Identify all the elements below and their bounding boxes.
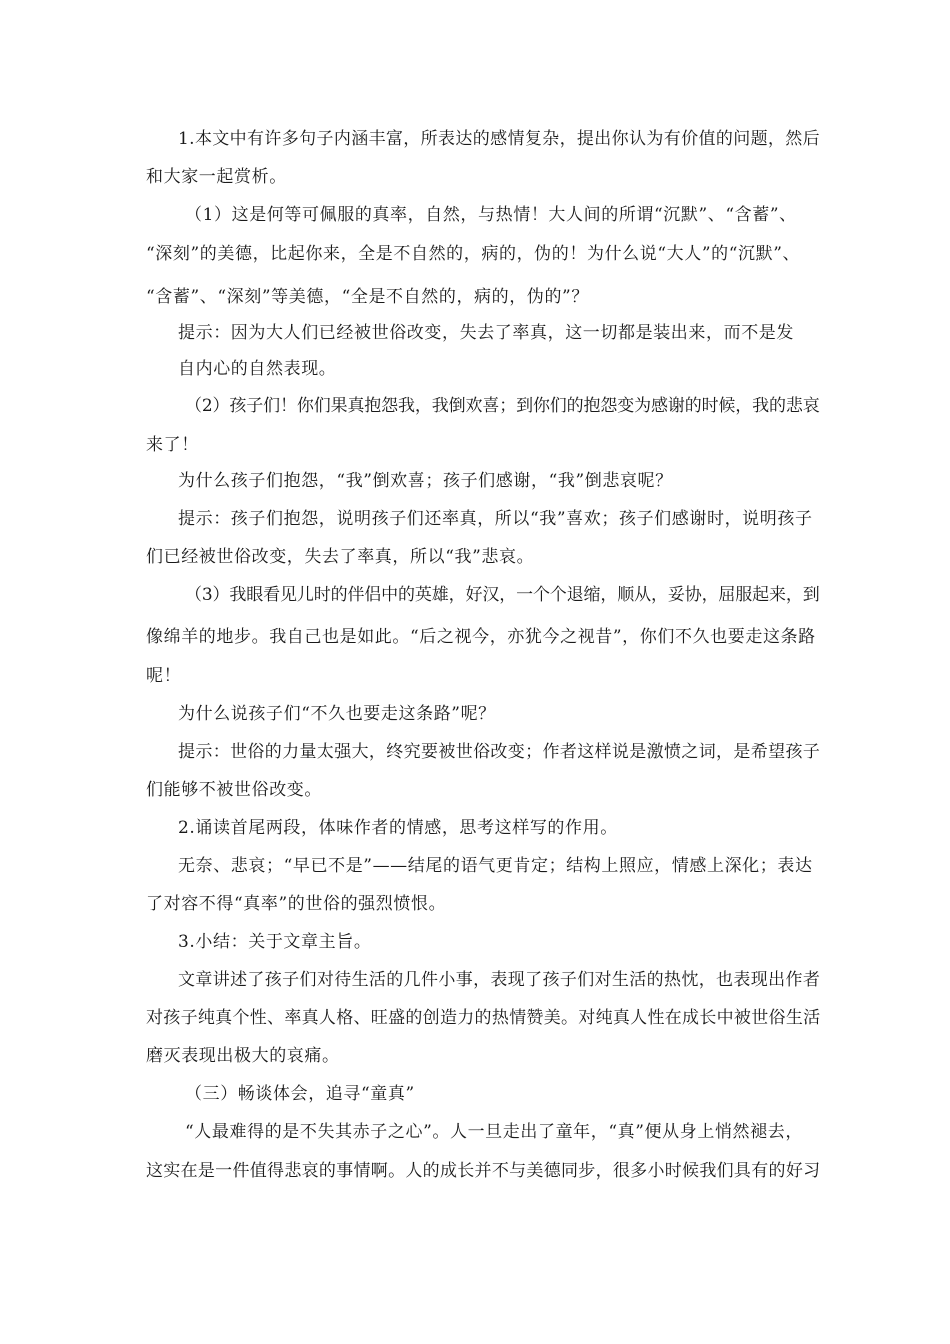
sentence-2-line-2: 来了！ xyxy=(146,435,199,455)
summary-line-1: 文章讲述了孩子们对待生活的几件小事，表现了孩子们对生活的热忱，也表现出作者 xyxy=(178,970,821,990)
hint-1-line-2: 自内心的自然表现。 xyxy=(178,359,337,379)
hint-3-line-2: 们能够不被世俗改变。 xyxy=(146,780,322,800)
question-3: 为什么说孩子们“不久也要走这条路”呢？ xyxy=(178,704,496,724)
section-3-heading: （三）畅谈体会，追寻“童真” xyxy=(185,1084,415,1104)
hint-3-line-1: 提示：世俗的力量太强大，终究要被世俗改变；作者这样说是激愤之词，是希望孩子 xyxy=(178,742,821,762)
task-2-answer-line-2: 了对容不得“真率”的世俗的强烈愤恨。 xyxy=(146,894,447,914)
sentence-1-line-2: “深刻”的美德，比起你来，全是不自然的，病的，伪的！为什么说“大人”的“沉默”、 xyxy=(146,244,801,264)
task-3-heading: 3.小结：关于文章主旨。 xyxy=(178,932,372,952)
hint-1-line-1: 提示：因为大人们已经被世俗改变，失去了率真，这一切都是装出来，而不是发 xyxy=(178,323,794,343)
summary-line-3: 磨灭表现出极大的哀痛。 xyxy=(146,1046,340,1066)
section-3-line-2: 这实在是一件值得悲哀的事情啊。人的成长并不与美德同步，很多小时候我们具有的好习 xyxy=(146,1161,821,1181)
question-1-line-2: 和大家一起赏析。 xyxy=(146,167,287,187)
sentence-1-line-3: “含蓄”、“深刻”等美德，“全是不自然的，病的，伪的”？ xyxy=(146,287,589,307)
sentence-3-line-3: 呢！ xyxy=(146,666,182,686)
question-1-line-1: 1.本文中有许多句子内涵丰富，所表达的感情复杂，提出你认为有价值的问题，然后 xyxy=(178,129,821,149)
sentence-2-line-1: （2）孩子们！你们果真抱怨我，我倒欢喜；到你们的抱怨变为感谢的时候，我的悲哀 xyxy=(185,396,820,416)
section-3-line-1: “人最难得的是不失其赤子之心”。人一旦走出了童年，“真”便从身上悄然褪去， xyxy=(185,1122,803,1142)
sentence-3-line-1: （3）我眼看见儿时的伴侣中的英雄，好汉，一个个退缩，顺从，妥协，屈服起来，到 xyxy=(185,585,820,605)
hint-2-line-1: 提示：孩子们抱怨，说明孩子们还率真，所以“我”喜欢；孩子们感谢时，说明孩子 xyxy=(178,509,813,529)
sentence-1-line-1: （1）这是何等可佩服的真率，自然，与热情！大人间的所谓“沉默”、“含蓄”、 xyxy=(185,205,797,225)
summary-line-2: 对孩子纯真个性、率真人格、旺盛的创造力的热情赞美。对纯真人性在成长中被世俗生活 xyxy=(146,1008,821,1028)
task-2-heading: 2.诵读首尾两段，体味作者的情感，思考这样写的作用。 xyxy=(178,818,618,838)
question-2: 为什么孩子们抱怨，“我”倒欢喜；孩子们感谢，“我”倒悲哀呢？ xyxy=(178,471,673,491)
hint-2-line-2: 们已经被世俗改变，失去了率真，所以“我”悲哀。 xyxy=(146,547,535,567)
sentence-3-line-2: 像绵羊的地步。我自己也是如此。“后之视今，亦犹今之视昔”，你们不久也要走这条路 xyxy=(146,627,816,647)
task-2-answer-line-1: 无奈、悲哀；“早已不是”——结尾的语气更肯定；结构上照应，情感上深化；表达 xyxy=(178,856,813,876)
